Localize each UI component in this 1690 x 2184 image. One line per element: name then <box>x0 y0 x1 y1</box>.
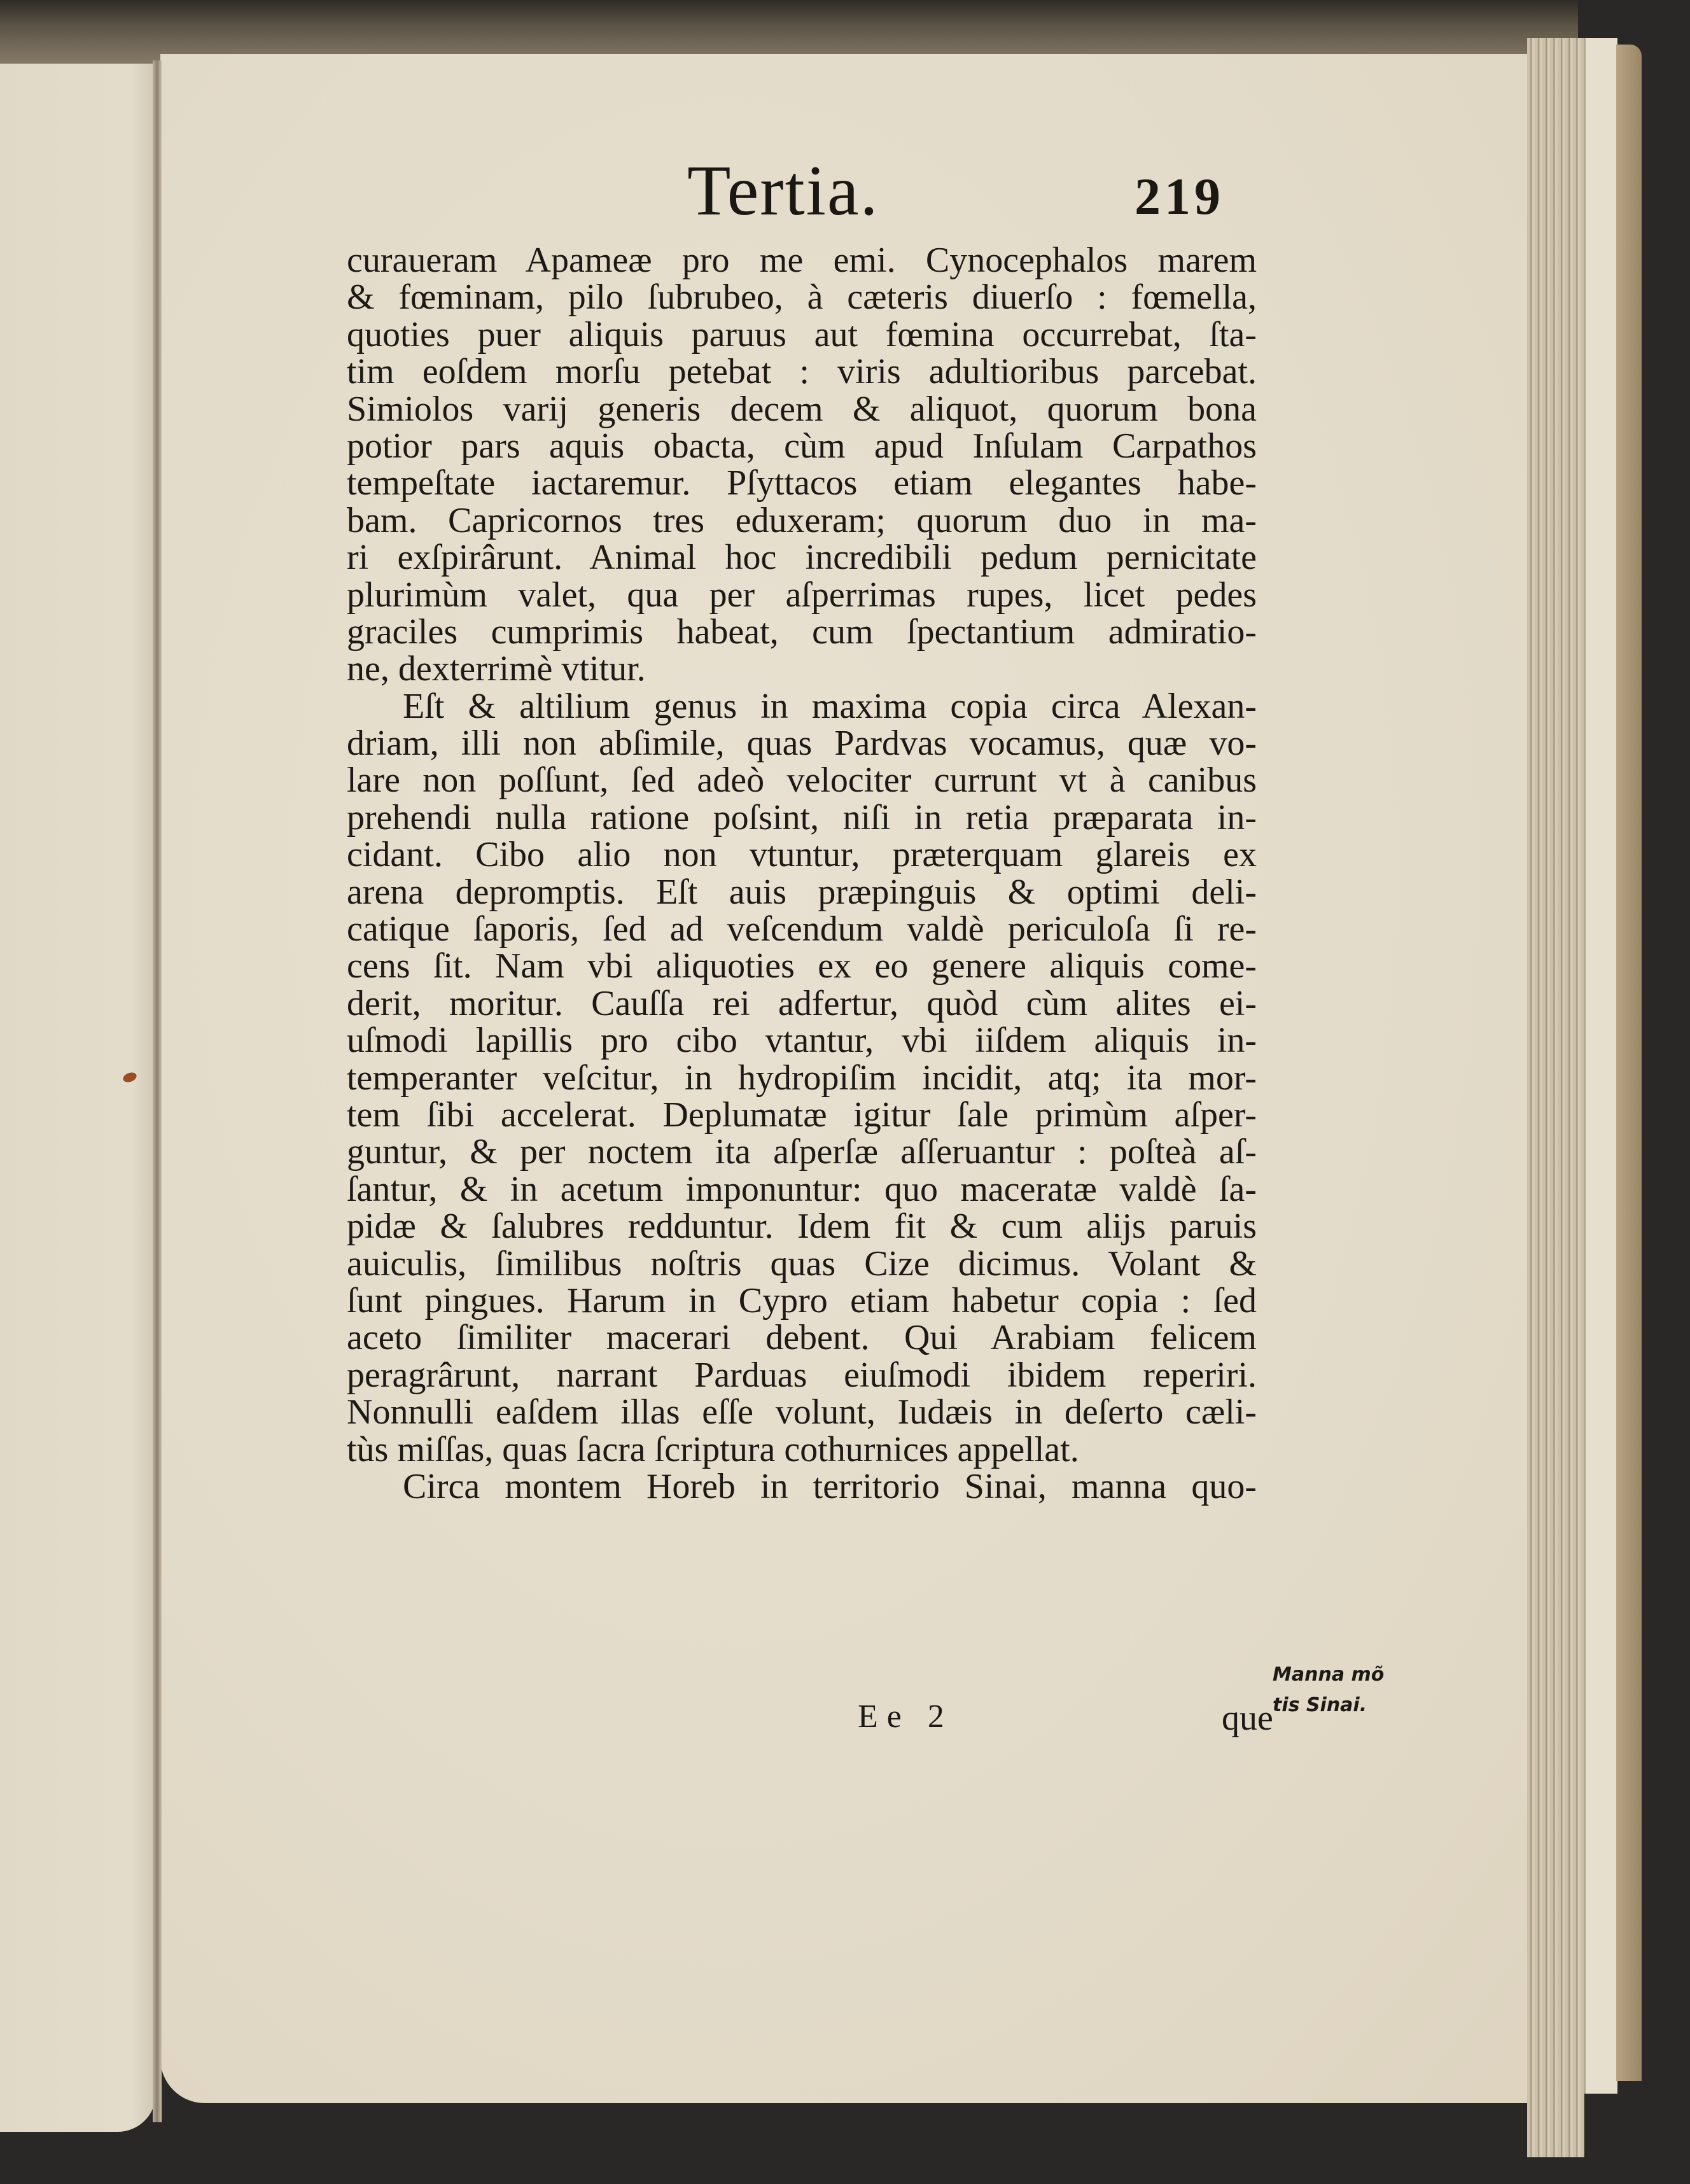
text-line: arena depromptis. Eſt auis præpinguis & optimi deli- <box>347 872 1257 912</box>
text-line: Nonnulli eaſdem illas eſſe volunt, Iudæis in deſerto cæli- <box>347 1392 1257 1432</box>
marginal-note-line: tis Sinai. <box>1273 1694 1367 1716</box>
text-line: temperanter veſcitur, in hydropiſim incidit, atq; ita mor- <box>347 1058 1257 1098</box>
text-line: tem ſibi accelerat. Deplumatæ igitur ſale primùm aſper- <box>347 1095 1257 1135</box>
catchword: que <box>1222 1698 1273 1738</box>
text-line: & fœminam, pilo ſubrubeo, à cæteris diuerſo : fœmella, <box>347 277 1257 318</box>
text-line: ne, dexterrimè vtitur. <box>347 649 646 689</box>
text-line: tim eoſdem morſu petebat : viris adultioribus parcebat. <box>347 352 1257 392</box>
text-line: potior pars aquis obacta, cùm apud Inſulam Carpathos <box>347 426 1257 466</box>
text-line: Simiolos varij generis decem & aliquot, quorum bona <box>347 389 1257 429</box>
paragraph-start-line: Circa montem Horeb in territorio Sinai, manna quo- <box>403 1466 1257 1506</box>
text-line: ſunt pingues. Harum in Cypro etiam habetur copia : ſed <box>347 1280 1257 1320</box>
text-line: tempeſtate iactaremur. Pſyttacos etiam elegantes habe- <box>347 463 1257 503</box>
marginal-note <box>1273 1660 1384 1721</box>
text-line: driam, illi non abſimile, quas Pardvas vocamus, quæ vo- <box>347 724 1257 764</box>
text-line: guntur, & per noctem ita aſperſæ aſſeruantur : poſteà aſ- <box>347 1132 1257 1172</box>
book-gutter <box>153 60 162 2122</box>
text-line: aceto ſimiliter macerari debent. Qui Arabiam felicem <box>347 1318 1257 1358</box>
page-number: 219 <box>1135 167 1224 225</box>
text-line: bam. Capricornos tres eduxeram; quorum duo in ma- <box>347 500 1257 540</box>
text-line: cidant. Cibo alio non vtuntur, præterquam glareis ex <box>347 835 1257 875</box>
body-text <box>347 242 1257 1505</box>
left-page-verso <box>0 64 156 2132</box>
text-line: plurimùm valet, qua per aſperrimas rupes, licet pedes <box>347 575 1257 615</box>
text-line: peragrârunt, narrant Parduas eiuſmodi ibidem reperiri. <box>347 1355 1257 1395</box>
text-line: quoties puer aliquis paruus aut fœmina occurrebat, ſta- <box>347 314 1257 354</box>
endpaper-strip <box>1584 38 1617 2094</box>
text-line: ſantur, & in acetum imponuntur: quo maceratæ valdè ſa- <box>347 1169 1257 1209</box>
text-line: auiculis, ſimilibus noſtris quas Cize dicimus. Volant & <box>347 1243 1257 1284</box>
text-line: derit, moritur. Cauſſa rei adfertur, quòd cùm alites ei- <box>347 983 1257 1023</box>
text-line: lare non poſſunt, ſed adeò velociter currunt vt à canibus <box>347 760 1257 801</box>
text-line: cens ſit. Nam vbi aliquoties ex eo genere aliquis come- <box>347 946 1257 986</box>
text-line: curaueram Apameæ pro me emi. Cynocephalos marem <box>347 241 1257 280</box>
signature-mark: Ee 2 <box>858 1698 953 1735</box>
running-head: Tertia. <box>687 151 879 230</box>
marginal-note-line: Manna mõ <box>1273 1663 1385 1686</box>
text-line: tùs miſſas, quas ſacra ſcriptura cothurnices appellat. <box>347 1429 1079 1469</box>
text-line: prehendi nulla ratione poſsint, niſi in retia præparata in- <box>347 797 1257 837</box>
cover-board <box>1616 45 1642 2081</box>
text-line: graciles cumprimis habeat, cum ſpectantium admiratio- <box>347 612 1257 652</box>
page-stack-fore-edge <box>1527 38 1584 2157</box>
paragraph-start-line: Eſt & altilium genus in maxima copia circa Alexan- <box>403 686 1257 726</box>
text-line: catique ſaporis, ſed ad veſcendum valdè periculoſa ſi re- <box>347 909 1257 949</box>
text-line: pidæ & ſalubres redduntur. Idem fit & cum alijs paruis <box>347 1207 1257 1247</box>
text-line: ri exſpirârunt. Animal hoc incredibili pedum pernicitate <box>347 538 1257 578</box>
text-line: uſmodi lapillis pro cibo vtantur, vbi iiſdem aliquis in- <box>347 1021 1257 1061</box>
